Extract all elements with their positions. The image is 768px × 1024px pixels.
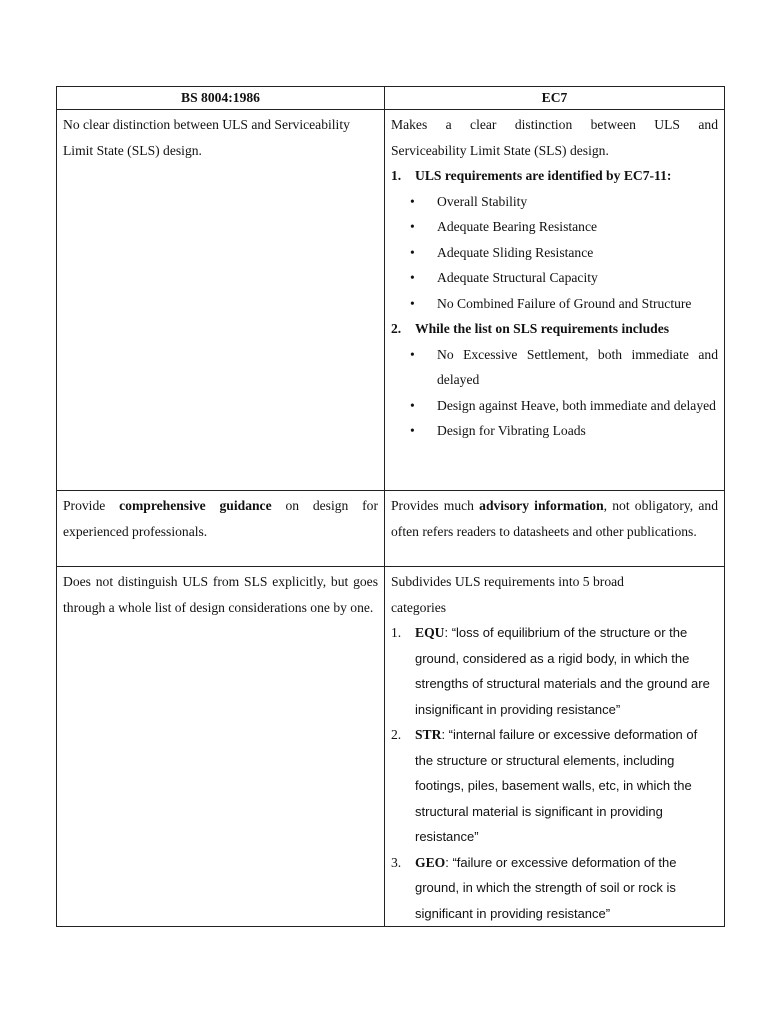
list-item: • Design for Vibrating Loads (391, 418, 718, 444)
bullet-icon: • (410, 193, 415, 209)
list-item: • No Excessive Settlement, both immediate and delayed (391, 342, 718, 393)
table-row (57, 110, 725, 491)
category-number: 3. (391, 854, 402, 870)
uls-heading: ULS requirements are identified by EC7-11: (415, 168, 672, 183)
header-bs8004: BS 8004:1986 (57, 87, 385, 110)
bullet-icon: • (410, 346, 415, 362)
list-item (391, 850, 718, 927)
row2-ec7-text: Provides much advisory information, not obligatory, and often refers readers to datasheets and other publications. (391, 498, 719, 539)
list-item: • Adequate Sliding Resistance (391, 240, 718, 266)
list-item (391, 722, 718, 850)
category-text: : “loss of equilibrium of the structure or the ground, considered as a rigid body, in which the strengths of structural materials and the ground are insignificant in providing resistance” (415, 625, 710, 717)
category-number: 1. (391, 625, 402, 640)
row1-ec7-intro-line2: Serviceability Limit State (SLS) design. (391, 142, 609, 158)
category-text: : “failure or excessive deformation of the ground, in which the strength of soil or rock is significant in providing resistance” (415, 854, 677, 921)
uls-requirements-list (391, 189, 718, 317)
row2-ec7-cell (385, 491, 725, 567)
row2-bs8004-cell (57, 491, 385, 567)
header-ec7: EC7 (385, 87, 725, 110)
list-item: • Design against Heave, both immediate and delayed (391, 393, 718, 419)
emphasis-text: advisory information (479, 498, 604, 513)
list-item: • Overall Stability (391, 189, 718, 215)
comparison-table (56, 86, 725, 927)
sls-heading-number: 2. (391, 321, 402, 336)
category-number: 2. (391, 727, 402, 742)
category-code: STR (415, 727, 442, 742)
sls-heading-item (391, 316, 718, 444)
header-row (57, 87, 725, 110)
uls-categories-list (391, 620, 718, 926)
table-row (57, 567, 725, 927)
bullet-icon: • (410, 295, 415, 311)
table-row (57, 491, 725, 567)
list-item (391, 620, 718, 722)
bullet-icon: • (410, 244, 415, 260)
bullet-icon: • (410, 219, 415, 234)
uls-heading-item (391, 163, 718, 316)
category-code: GEO (415, 854, 446, 870)
row1-bs8004-text: No clear distinction between ULS and Serviceability Limit State (SLS) design. (63, 117, 350, 158)
row1-ec7-intro-line1: Makes a clear distinction between ULS and (391, 117, 718, 132)
bullet-icon: • (410, 423, 415, 438)
bullet-icon: • (410, 397, 415, 413)
row3-bs8004-cell (57, 567, 385, 927)
sls-heading: While the list on SLS requirements includes (415, 321, 670, 336)
emphasis-text: comprehensive guidance (119, 498, 272, 513)
list-item: • No Combined Failure of Ground and Structure (391, 291, 718, 317)
row3-ec7-intro: Subdivides ULS requirements into 5 broad categories (391, 574, 624, 615)
row1-ec7-cell (385, 110, 725, 491)
ec7-requirements-list (391, 163, 718, 444)
list-item: • Adequate Structural Capacity (391, 265, 718, 291)
sls-requirements-list (391, 342, 718, 444)
row1-bs8004-cell (57, 110, 385, 491)
uls-heading-number: 1. (391, 168, 402, 183)
list-item: • Adequate Bearing Resistance (391, 214, 718, 240)
row3-bs8004-text: Does not distinguish ULS from SLS explicitly, but goes through a whole list of design considerations one by one. (63, 574, 378, 615)
bullet-icon: • (410, 270, 415, 285)
category-text: : “internal failure or excessive deformation of the structure or structural elements, including footings, piles, basement walls, etc, in which the structural material is significant in providing resistance” (415, 727, 698, 844)
row2-bs8004-text: Provide comprehensive guidance on design for experienced professionals. (63, 498, 379, 539)
row3-ec7-cell (385, 567, 725, 927)
category-code: EQU (415, 625, 445, 640)
